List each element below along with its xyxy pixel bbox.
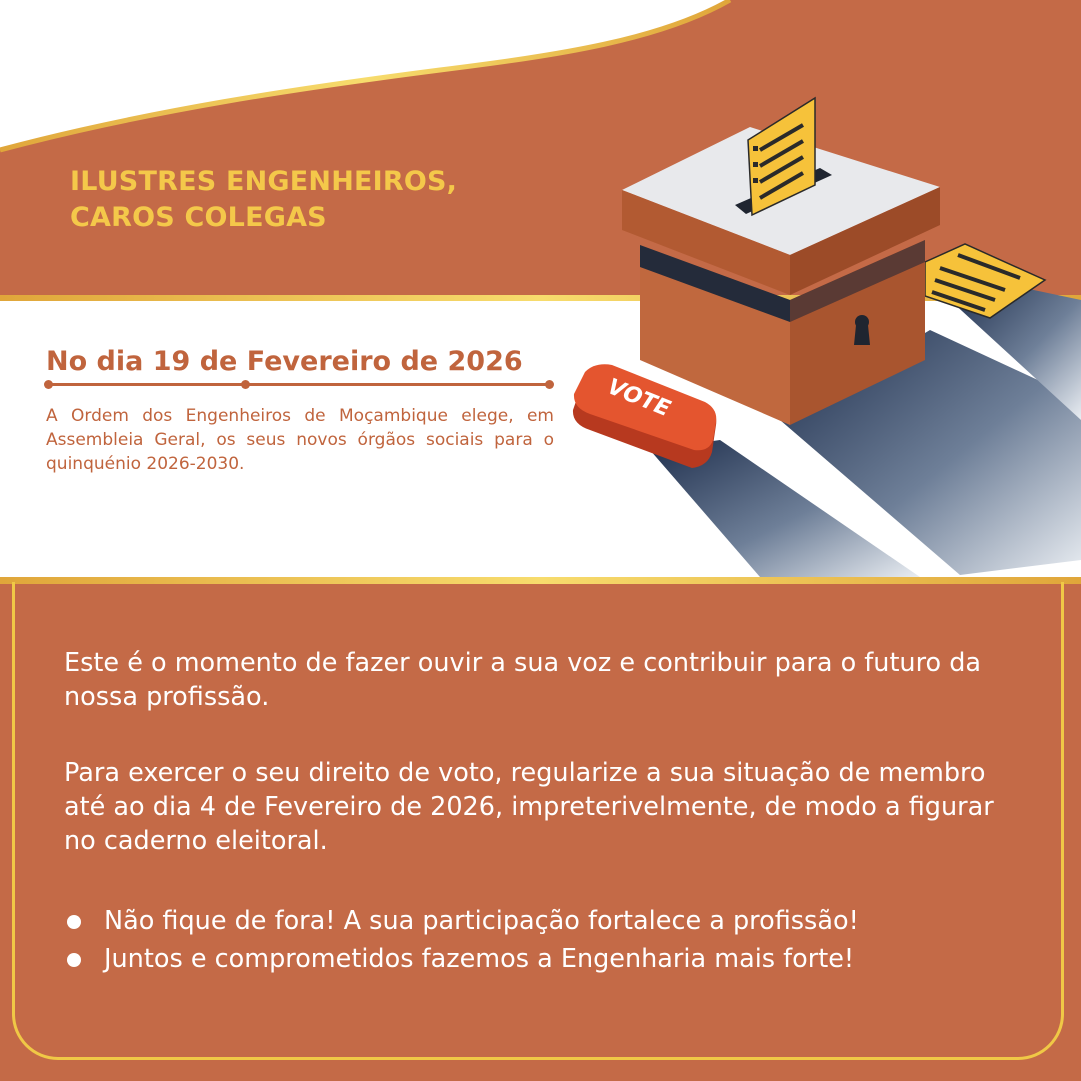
body-paragraph-2: Para exercer o seu direito de voto, regularize a sua situação de membro até ao dia 4 de Fevereiro de 2026, impreterivelmente, de modo a figurar no caderno eleitoral. [64,758,994,856]
list-item [64,940,1054,978]
heading-underline [46,383,552,386]
greeting-title [70,164,457,236]
greeting-line-2: CAROS COLEGAS [70,202,327,233]
underline-dot-right [545,380,554,389]
call-to-action-list [64,902,1054,978]
vote-button-label: VOTE [603,374,674,423]
bullet-icon [67,915,81,929]
underline-dot-mid [241,380,250,389]
event-date-heading: No dia 19 de Fevereiro de 2026 [46,346,523,377]
bullet-icon [67,953,81,967]
body-paragraph-1: Este é o momento de fazer ouvir a sua voz e contribuir para o futuro da nossa profissão. [64,648,982,712]
underline-dot-left [44,380,53,389]
bullet-text: Não fique de fora! A sua participação fortalece a profissão! [104,906,859,936]
bullet-text: Juntos e comprometidos fazemos a Engenharia mais forte! [104,944,855,974]
list-item [64,902,1054,940]
event-intro-text: A Ordem dos Engenheiros de Moçambique elege, em Assembleia Geral, os seus novos órgãos sociais para o quinquénio 2026-2030. [46,406,554,474]
greeting-line-1: ILUSTRES ENGENHEIROS, [70,166,458,197]
